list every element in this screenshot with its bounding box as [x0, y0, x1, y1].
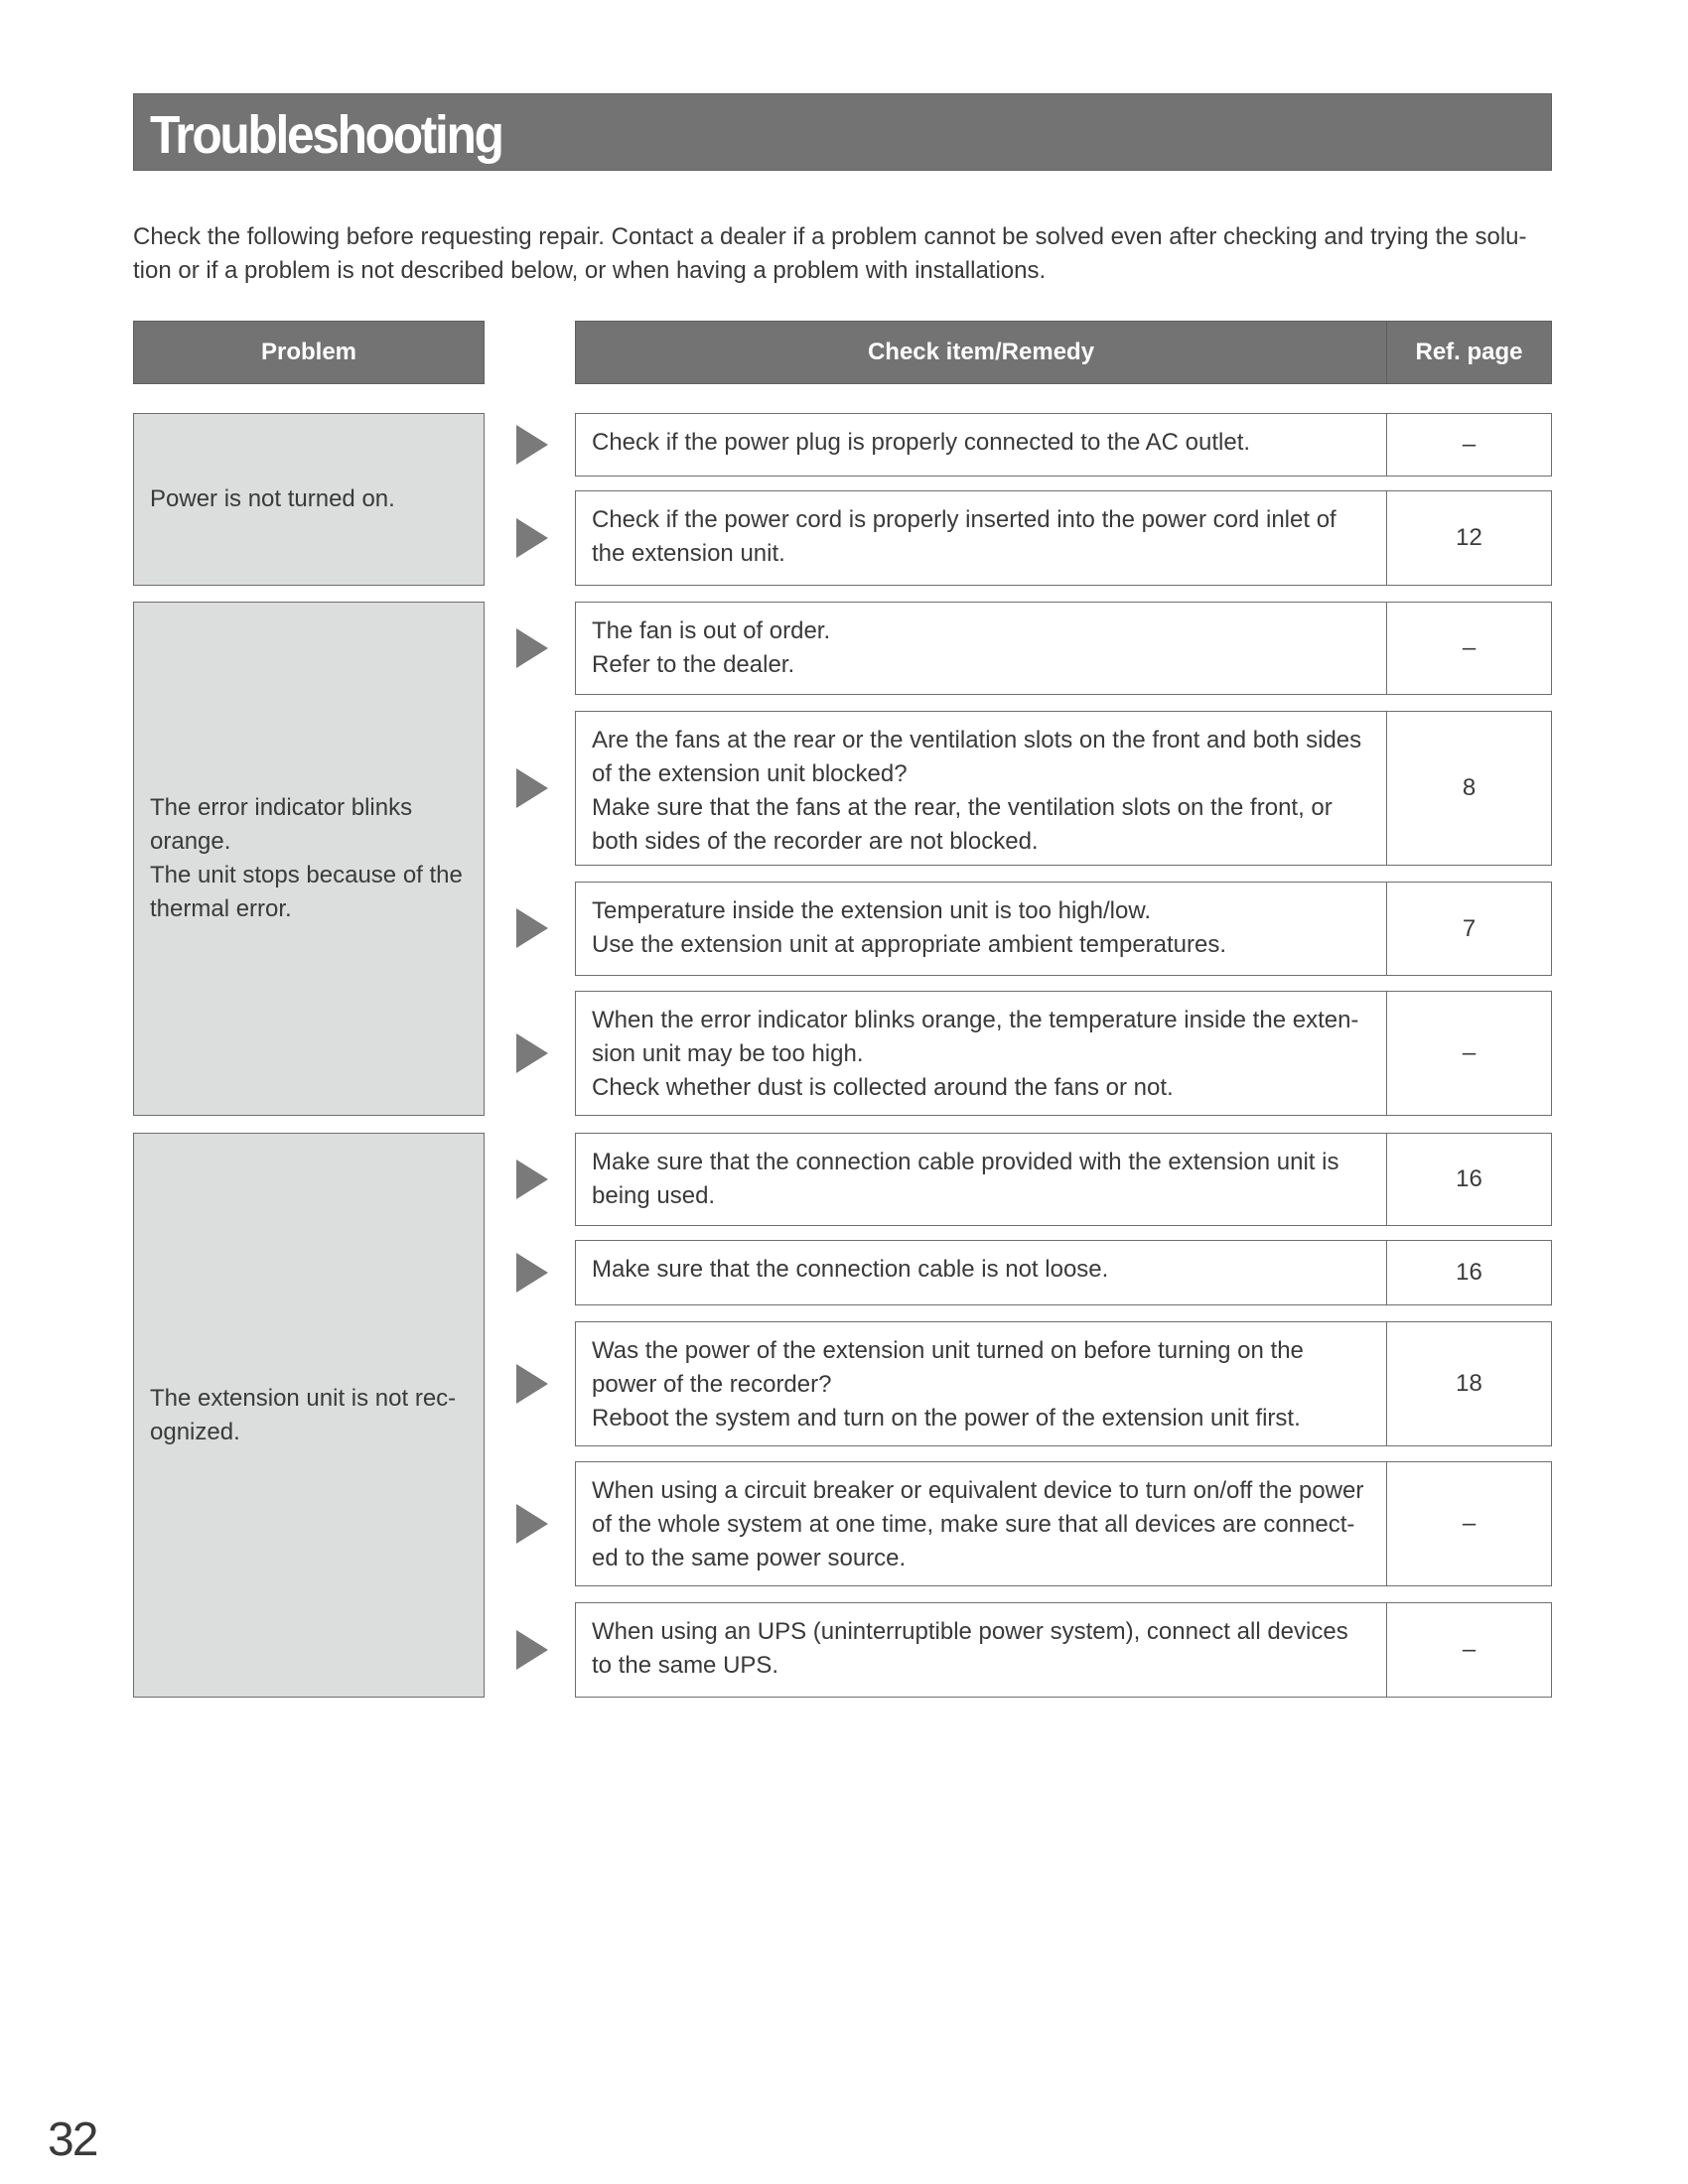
remedy-text: Make sure that the connection cable provided with the extension unit is being used. [576, 1134, 1387, 1225]
remedy-text: Check if the power plug is properly connected to the AC outlet. [576, 414, 1387, 476]
remedy-text: When the error indicator blinks orange, the temperature inside the exten- sion unit may be too high. Check whether dust is collected around the fans or not. [576, 992, 1387, 1115]
arrow-right-icon [516, 1033, 548, 1073]
remedy-row [575, 1321, 1552, 1446]
arrow-right-icon [516, 1253, 548, 1293]
remedy-text: Make sure that the connection cable is not loose. [576, 1241, 1387, 1304]
title-bar [133, 93, 1552, 171]
page-title: Troubleshooting [150, 105, 502, 165]
remedy-row [575, 711, 1552, 866]
ref-page: 16 [1456, 1165, 1482, 1192]
problem-text: The error indicator blinks orange. The unit stops because of the thermal error. [150, 794, 463, 922]
header-problem: Problem [133, 321, 485, 384]
page-number: 32 [48, 2114, 97, 2166]
ref-page: – [1462, 1636, 1477, 1663]
remedy-row [575, 882, 1552, 976]
ref-page: – [1462, 634, 1477, 661]
ref-page: 16 [1456, 1259, 1482, 1286]
ref-page: 18 [1456, 1370, 1482, 1397]
remedy-row [575, 1240, 1552, 1305]
remedy-row [575, 1133, 1552, 1226]
arrow-right-icon [516, 1160, 548, 1199]
remedy-text: Are the fans at the rear or the ventilation slots on the front and both sides of the extension unit blocked? Make sure that the fans at the rear, the ventilation slots on the front, or both sides of the recorder are not blocked. [576, 712, 1387, 865]
ref-page: 7 [1462, 914, 1477, 942]
header-ref-page: Ref. page [1386, 321, 1552, 384]
remedy-text: The fan is out of order. Refer to the dealer. [576, 603, 1387, 694]
remedy-text: Temperature inside the extension unit is too high/low. Use the extension unit at appropriate ambient temperatures. [576, 883, 1387, 975]
remedy-row [575, 1461, 1552, 1586]
remedy-row [575, 413, 1552, 477]
arrow-right-icon [516, 908, 548, 948]
remedy-row [575, 602, 1552, 695]
arrow-right-icon [516, 1364, 548, 1404]
remedy-text: When using an UPS (uninterruptible power system), connect all devices to the same UPS. [576, 1603, 1387, 1697]
problem-not-recognized [133, 1133, 485, 1698]
ref-page: 12 [1456, 524, 1482, 551]
ref-page: – [1462, 1039, 1477, 1066]
remedy-text: Check if the power cord is properly inserted into the power cord inlet of the extension unit. [576, 491, 1387, 585]
problem-power [133, 413, 485, 586]
intro-text: Check the following before requesting repair. Contact a dealer if a problem cannot be solved even after checking and trying the solu- tion or if a problem is not described below, or when having a problem with installations. [133, 223, 1527, 284]
problem-thermal [133, 602, 485, 1116]
ref-page: 8 [1462, 774, 1477, 801]
remedy-row [575, 991, 1552, 1116]
arrow-right-icon [516, 518, 548, 558]
header-remedy: Check item/Remedy [575, 321, 1387, 384]
arrow-right-icon [516, 425, 548, 465]
arrow-right-icon [516, 768, 548, 808]
arrow-right-icon [516, 628, 548, 668]
arrow-right-icon [516, 1630, 548, 1670]
ref-page: – [1462, 1510, 1477, 1537]
problem-text: Power is not turned on. [150, 485, 395, 512]
remedy-text: When using a circuit breaker or equivalent device to turn on/off the power of the whole system at one time, make sure that all devices are connect- ed to the same power source. [576, 1462, 1387, 1585]
problem-text: The extension unit is not rec- ognized. [150, 1384, 457, 1445]
arrow-right-icon [516, 1504, 548, 1544]
ref-page: – [1462, 431, 1477, 458]
remedy-row [575, 1602, 1552, 1698]
remedy-text: Was the power of the extension unit turned on before turning on the power of the recorder? Reboot the system and turn on the power of the extension unit first. [576, 1322, 1387, 1445]
remedy-row [575, 490, 1552, 586]
